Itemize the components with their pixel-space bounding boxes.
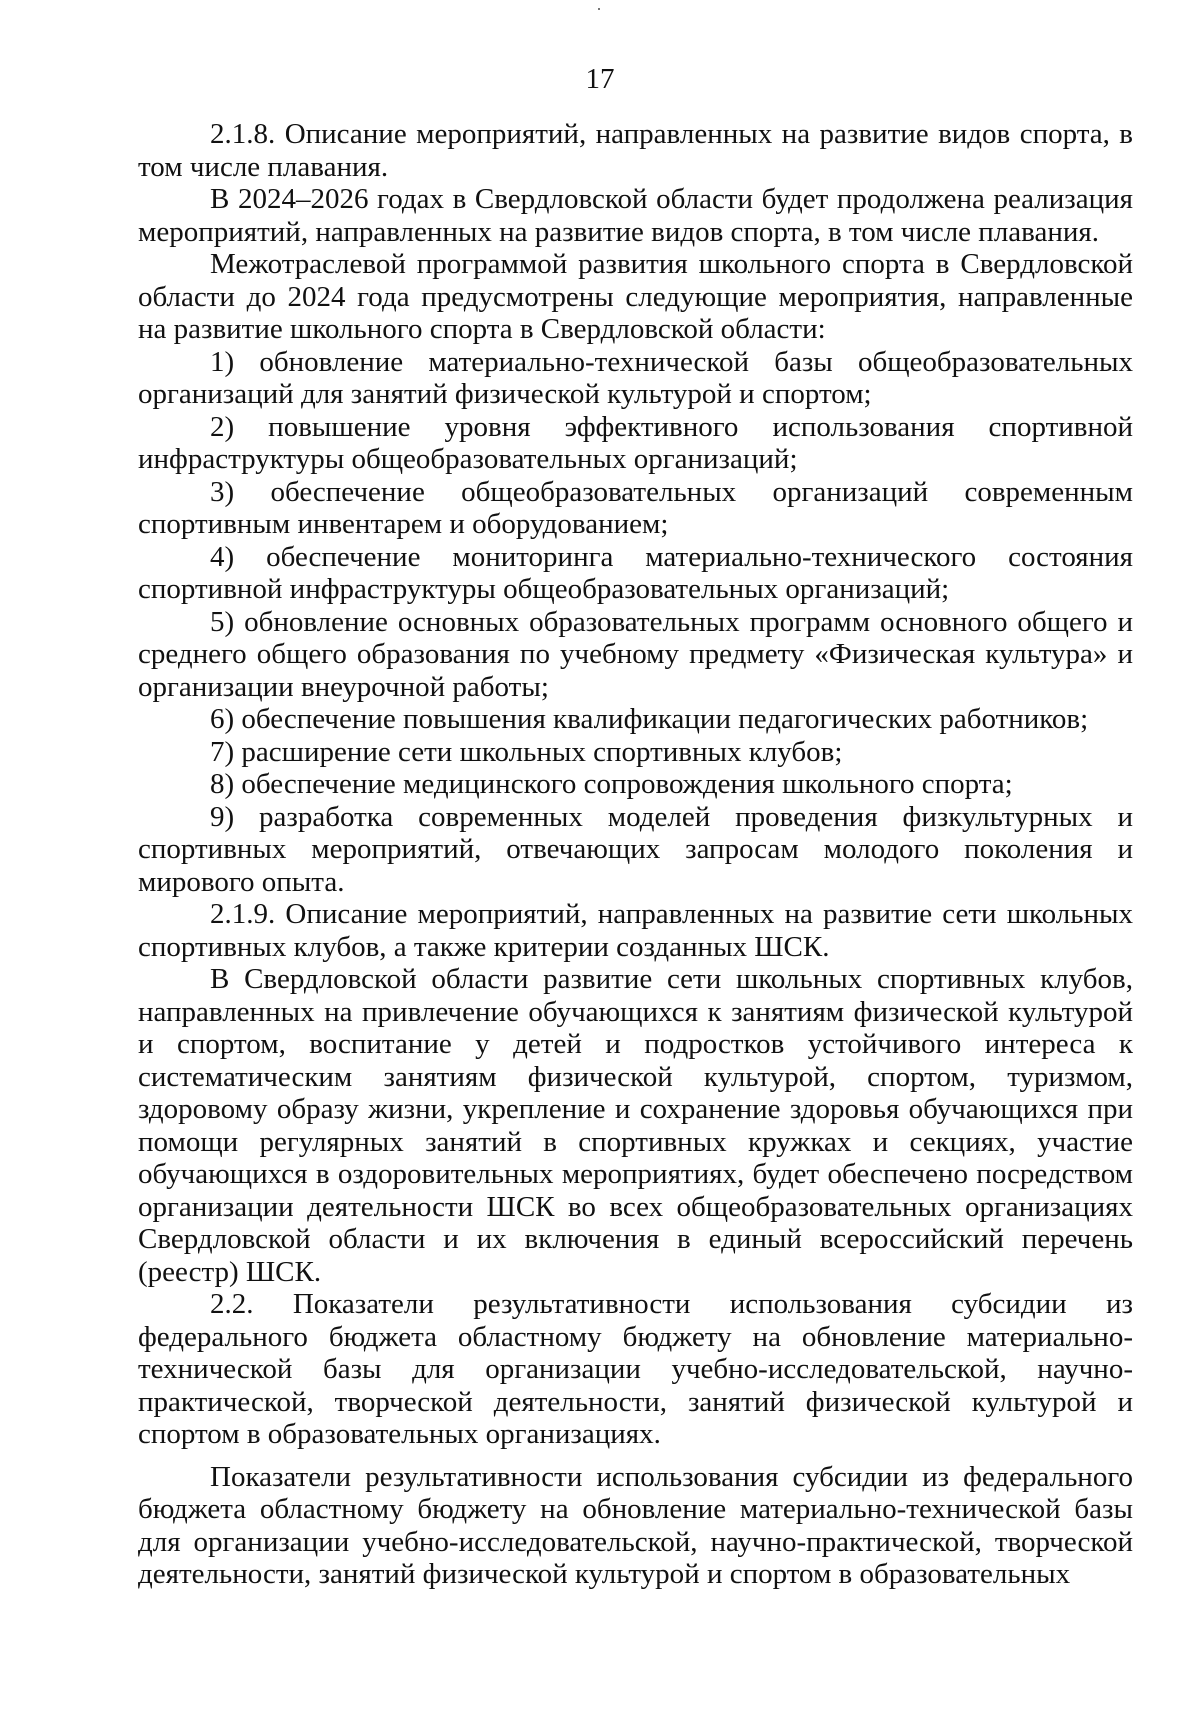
- list-item-2: 2) повышение уровня эффективного использования спортивной инфраструктуры общеобразовательных организаций;: [138, 410, 1133, 475]
- document-body: [138, 118, 1133, 1591]
- scan-speck: [598, 8, 600, 10]
- paragraph-indicators: Показатели результативности использования субсидии из федерального бюджета областному бюджету на обновление материально-технической базы для организации учебно-исследовательской, научно-практической, творческой деятельности, занятий физической культурой и спортом в образовательных: [138, 1460, 1133, 1590]
- section-heading-2-2: 2.2. Показатели результативности использования субсидии из федерального бюджета областному бюджету на обновление материально-технической базы для организации учебно-исследовательской, научно-практической, творческой деятельности, занятий физической культурой и спортом в образовательных организациях.: [138, 1288, 1133, 1450]
- list-item-9: 9) разработка современных моделей проведения физкультурных и спортивных мероприятий, отвечающих запросам молодого поколения и мирового опыта.: [138, 800, 1133, 898]
- section-heading-2-1-9: 2.1.9. Описание мероприятий, направленных на развитие сети школьных спортивных клубов, а также критерии созданных ШСК.: [138, 898, 1133, 963]
- section-heading-2-1-8: 2.1.8. Описание мероприятий, направленных на развитие видов спорта, в том числе плавания.: [138, 118, 1133, 183]
- list-item-3: 3) обеспечение общеобразовательных организаций современным спортивным инвентарем и оборудованием;: [138, 475, 1133, 540]
- list-item-1: 1) обновление материально-технической базы общеобразовательных организаций для занятий физической культурой и спортом;: [138, 345, 1133, 410]
- paragraph-school-clubs: В Свердловской области развитие сети школьных спортивных клубов, направленных на привлечение обучающихся к занятиям физической культурой и спортом, воспитание у детей и подростков устойчивого интереса к систематическим занятиям физической культурой, спортом, туризмом, здоровому образу жизни, укрепление и сохранение здоровья обучающихся при помощи регулярных занятий в спортивных кружках и секциях, участие обучающихся в оздоровительных мероприятиях, будет обеспечено посредством организации деятельности ШСК во всех общеобразовательных организациях Свердловской области и их включения в единый всероссийский перечень (реестр) ШСК.: [138, 963, 1133, 1288]
- list-item-6: 6) обеспечение повышения квалификации педагогических работников;: [210, 703, 1089, 735]
- page-number: 17: [585, 63, 615, 95]
- list-item-8: 8) обеспечение медицинского сопровождения школьного спорта;: [210, 768, 1013, 800]
- paragraph-2024-2026: В 2024–2026 годах в Свердловской области будет продолжена реализация мероприятий, направленных на развитие видов спорта, в том числе плавания.: [138, 183, 1133, 248]
- list-item-7: 7) расширение сети школьных спортивных клубов;: [210, 735, 843, 768]
- list-item-5: 5) обновление основных образовательных программ основного общего и среднего общего образования по учебному предмету «Физическая культура» и организации внеурочной работы;: [138, 605, 1133, 703]
- paragraph-program-intro: Межотраслевой программой развития школьного спорта в Свердловской области до 2024 года предусмотрены следующие мероприятия, направленные на развитие школьного спорта в Свердловской области:: [138, 248, 1133, 345]
- list-item-4: 4) обеспечение мониторинга материально-технического состояния спортивной инфраструктуры общеобразовательных организаций;: [138, 540, 1133, 605]
